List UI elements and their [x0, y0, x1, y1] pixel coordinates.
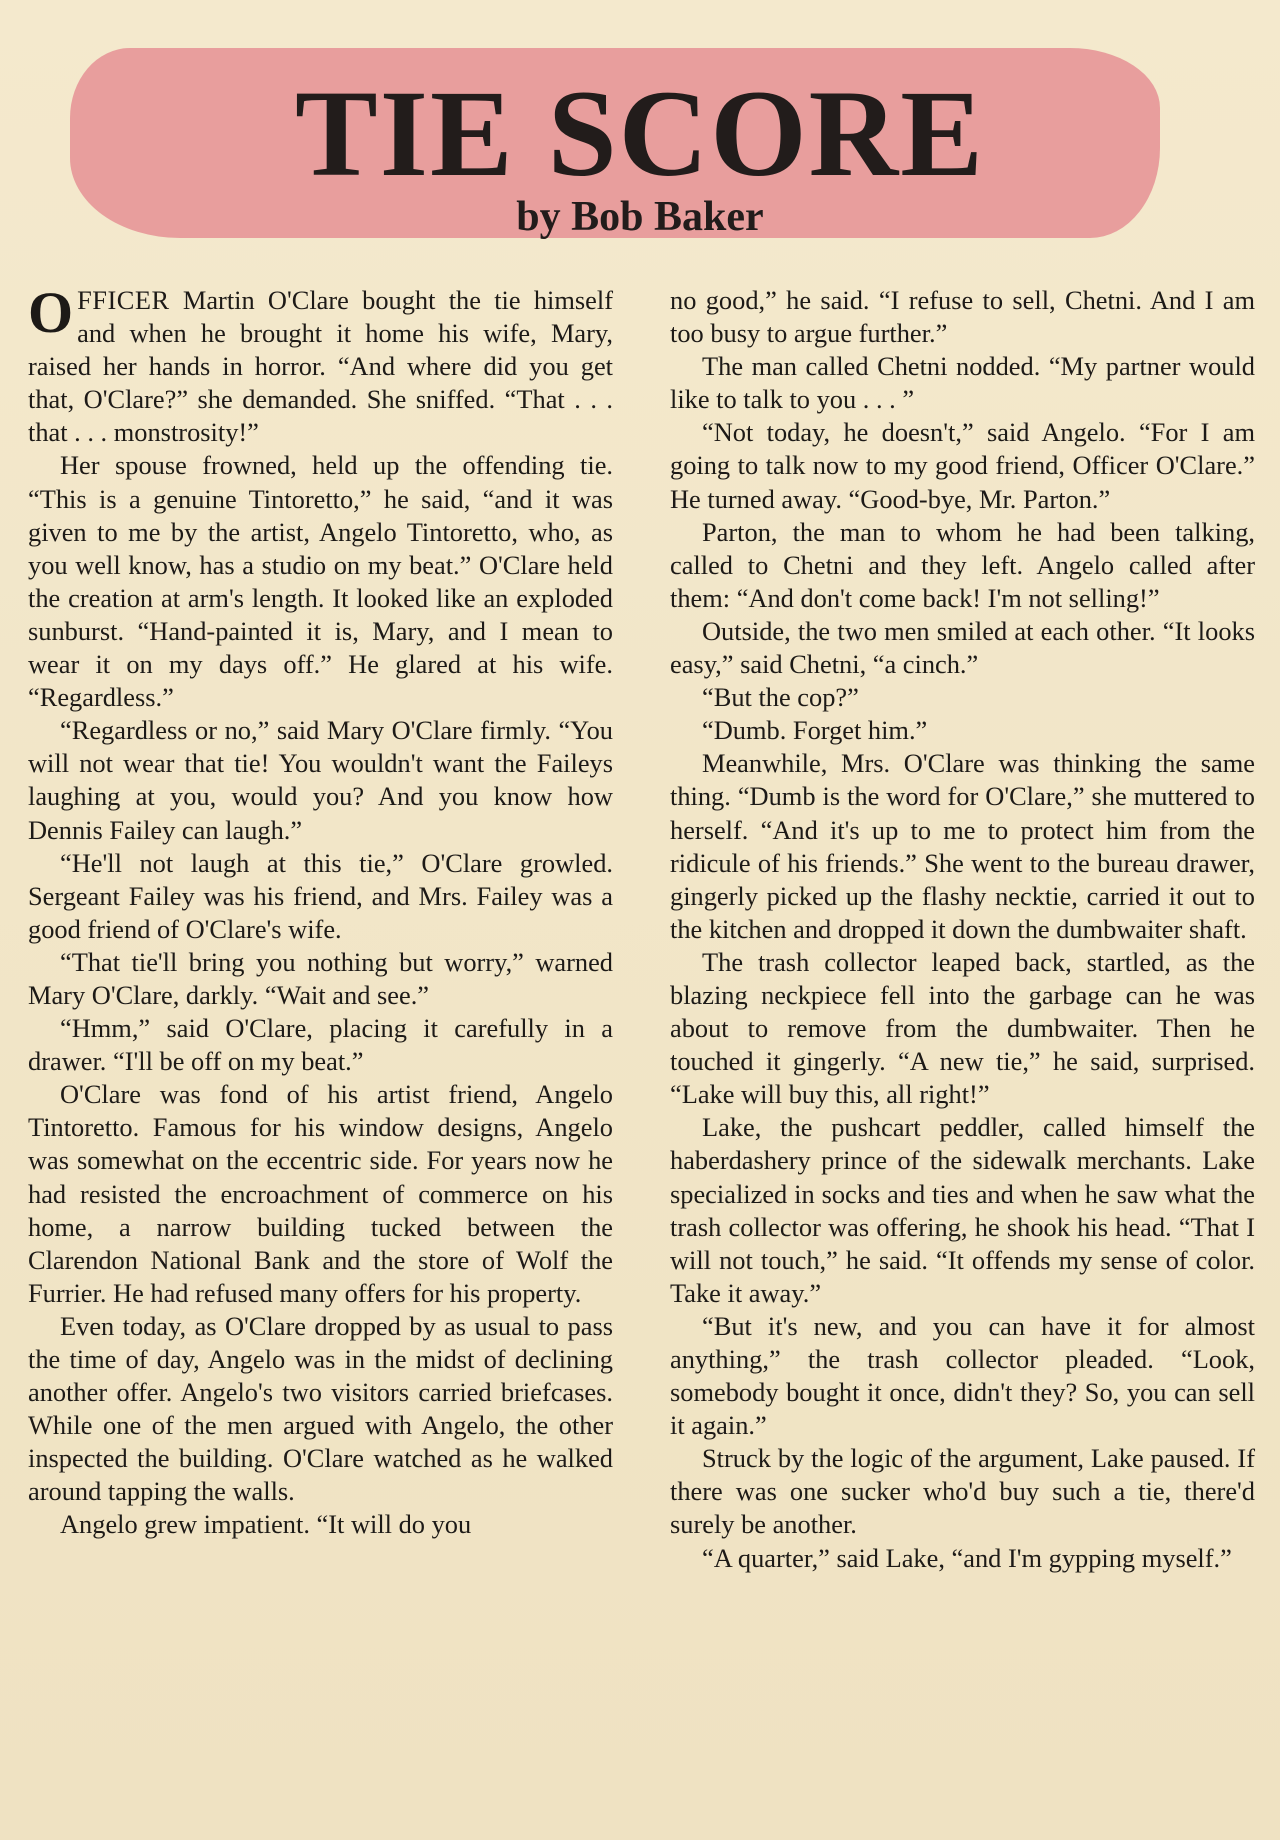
paragraph: Meanwhile, Mrs. O'Clare was thinking the same thing. “Dumb is the word for O'Clare,” she muttered to herself. “And it's up to me to protect him from the ridicule of his friends.” She went to the bureau drawer, gingerly picked up the flashy necktie, carried it out to the kitchen and dropped it down the dumbwaiter shaft. — [670, 748, 1255, 944]
paragraph-continuation: no good,” he said. “I refuse to sell, Chetni. And I am too busy to argue further.” — [670, 285, 1255, 349]
paragraph: “But it's new, and you can have it for almost anything,” the trash collector pleaded. “Look, somebody bought it once, didn't they? So, you can sell it again.” — [670, 1310, 1255, 1441]
paragraph: Struck by the logic of the argument, Lake paused. If there was one sucker who'd buy such a tie, there'd surely be another. — [670, 1443, 1255, 1540]
paragraph: “But the cop?” — [702, 682, 859, 713]
paragraph: “Regardless or no,” said Mary O'Clare firmly. “You will not wear that tie! You wouldn't want the Faileys laughing at you, would you? And you know how Dennis Failey can laugh.” — [28, 715, 613, 845]
paragraph: “Dumb. Forget him.” — [702, 715, 928, 746]
paragraph: O'Clare was fond of his artist friend, Angelo Tintoretto. Famous for his window designs, Angelo was somewhat on the eccentric side. For years now he had resisted the encroachment of commerce on his home, a narrow building tucked between the Clarendon National Bank and the store of Wolf the Furrier. He had refused many offers for his property. — [28, 1079, 613, 1308]
paragraph: Outside, the two men smiled at each other. “It looks easy,” said Chetni, “a cinch.” — [670, 615, 1255, 680]
paragraph: Lake, the pushcart peddler, called himself the haberdashery prince of the sidewalk merchants. Lake specialized in socks and ties and when he saw what the trash collector was offering, he shook his head. “That I will not touch,” he said. “It offends my sense of color. Take it away.” — [670, 1112, 1255, 1308]
story-title: TIE SCORE — [295, 65, 985, 202]
right-column — [670, 284, 1255, 1575]
first-paragraph — [28, 280, 613, 449]
paragraph: Even today, as O'Clare dropped by as usual to pass the time of day, Angelo was in the midst of declining another offer. Angelo's two visitors carried briefcases. While one of the men argued with Angelo, the other inspected the building. O'Clare watched as he walked around tapping the walls. — [28, 1310, 613, 1507]
paragraph: “Not today, he doesn't,” said Angelo. “For I am going to talk now to my good friend, Officer O'Clare.” He turned away. “Good-bye, Mr. Parton.” — [670, 417, 1255, 514]
paragraph: Parton, the man to whom he had been talking, called to Chetni and they left. Angelo called after them: “And don't come back! I'm not selling!” — [670, 516, 1255, 613]
paragraph: “Hmm,” said O'Clare, placing it carefully in a drawer. “I'll be off on my beat.” — [28, 1013, 613, 1077]
paragraph: The trash collector leaped back, startled, as the blazing neckpiece fell into the garbage can he was about to remove from the dumbwaiter. Then he touched it gingerly. “A new tie,” he said, surprised. “Lake will buy this, all right!” — [670, 946, 1255, 1110]
paragraph: “That tie'll bring you nothing but worry,” warned Mary O'Clare, darkly. “Wait and see.” — [28, 946, 613, 1010]
paragraph: “A quarter,” said Lake, “and I'm gypping myself.” — [702, 1542, 1232, 1573]
drop-cap: O — [28, 280, 74, 345]
left-column — [28, 280, 613, 1542]
byline: by Bob Baker — [516, 194, 764, 240]
paragraph: Angelo grew impatient. “It will do you — [60, 1509, 472, 1540]
lead-caps: FFICER — [77, 285, 170, 315]
first-paragraph-text: Martin O'Clare bought the tie himself and when he brought it home his wife, Mary, raised her hands in horror. “And where did you get that, O'Clare?” she demanded. She sniffed. “That . . . that . . . monstrosity!” — [28, 285, 613, 448]
paragraph: “He'll not laugh at this tie,” O'Clare growled. Sergeant Failey was his friend, and Mrs. Failey was a good friend of O'Clare's wife. — [28, 847, 613, 944]
paragraph: Her spouse frowned, held up the offending tie. “This is a genuine Tintoretto,” he said, “and it was given to me by the artist, Angelo Tintoretto, who, as you well know, has a studio on my beat.” O'Clare held the creation at arm's length. It looked like an exploded sunburst. “Hand-painted it is, Mary, and I mean to wear it on my days off.” He glared at his wife. “Regardless.” — [28, 450, 613, 713]
paragraph: The man called Chetni nodded. “My partner would like to talk to you . . . ” — [670, 351, 1255, 415]
